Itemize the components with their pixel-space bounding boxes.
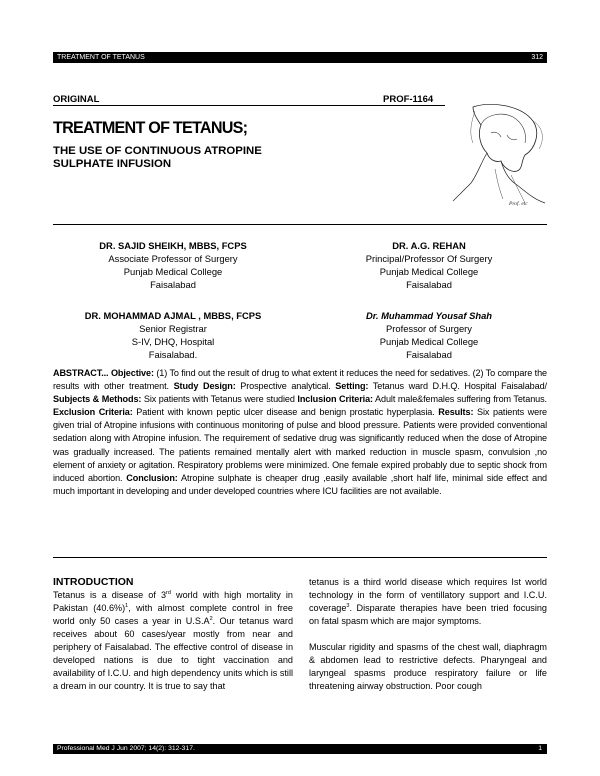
author-institution: S-IV, DHQ, Hospital xyxy=(131,336,215,347)
article-title: TREATMENT OF TETANUS; xyxy=(53,118,248,137)
subtitle-line-1: THE USE OF CONTINUOUS ATROPINE xyxy=(53,145,262,157)
inclusion-text: Adult male&females suffering from Tetanus. xyxy=(372,394,547,405)
author-block-1 xyxy=(58,239,288,291)
title-rule xyxy=(53,224,547,225)
article-type: ORIGINAL xyxy=(53,94,100,105)
article-id: PROF-1164 xyxy=(383,94,434,105)
results-text: Six patients were given trial of Atropine infusions with continuous monitoring of pulse and blood pressure. Patients were provided conventional sedation along with Atropine infusion. The requirement of sedative drug was significantly reduced when the dose of Atropine was gradually increased. The patients remained mentally alert with marked reduction in muscle spasm, convulsion ,no element of anxiety or agitation. Respiratory problems were minimized. One female expired probably due to septic shock from induced abortion. xyxy=(53,407,547,483)
setting-heading: Setting: xyxy=(335,381,369,392)
design-heading: Study Design: xyxy=(173,381,236,392)
author-position: Senior Registrar xyxy=(139,323,207,334)
paragraph: tetanus is a third world disease which requires Ist world technology in the form of ventillatory support and I.C.U. coverage$^3$. Disparate therapies have been tried focusing on fatal spasm which are major symptoms. xyxy=(309,577,547,626)
sketch-signature: Prof. etc xyxy=(509,201,528,207)
author-name: DR. A.G. REHAN xyxy=(392,240,466,251)
footer-page-number: 1 xyxy=(538,745,542,752)
exclusion-text: Patient with known peptic ulcer disease and benign prostatic hyperplasia. xyxy=(132,407,439,418)
objective-heading: Objective: xyxy=(110,368,154,378)
article-subtitle xyxy=(53,145,353,171)
author-city: Faisalabad xyxy=(406,279,452,290)
author-block-4 xyxy=(314,309,544,361)
author-institution: Punjab Medical College xyxy=(379,336,479,347)
author-block-2 xyxy=(314,239,544,291)
conclusion-text: Atropine sulphate is cheaper drug ,easily available ,short half life, minimal side effect and much important in developing and under developed countries where ICU facilities are not available. xyxy=(53,472,548,496)
paragraph: Tetanus is a disease of 3rd world with high mortality in Pakistan $(40.6\%)^1$, with almost complete control in free world only 50 cases a year in $U.S.A^2$. Our tetanus ward receives about 60 cases/year mostly from near and periphery of Faisalabad. The effective control of disease in developed nations is due to tight vaccination and availability of I.C.U. and high dependency units which is still a dream in our country. It is true to say that xyxy=(53,589,294,691)
objective-text: (1) To find out the result of drug to what extent it reduces the need for sedatives. (2) To compare the results with other treatment. xyxy=(53,368,547,392)
page-footer xyxy=(53,744,547,754)
running-header xyxy=(53,52,547,63)
author-city: Faisalabad xyxy=(406,349,452,360)
author-name: DR. MOHAMMAD AJMAL , MBBS, FCPS xyxy=(84,310,262,321)
subjects-text: Six patients with Tetanus were studied xyxy=(141,394,298,405)
abstract xyxy=(53,367,547,498)
inclusion-heading: Inclusion Criteria: xyxy=(297,394,373,405)
author-position: Associate Professor of Surgery xyxy=(108,253,238,264)
setting-text: Tetanus ward D.H.Q. Hospital Faisalabad/ xyxy=(368,381,547,392)
exclusion-heading: Exclusion Criteria: xyxy=(53,407,133,418)
author-block-3 xyxy=(58,309,288,361)
abstract-lead: ABSTRACT... xyxy=(53,368,109,378)
subjects-heading: Subjects & Methods: xyxy=(53,394,142,405)
subtitle-line-2: SULPHATE INFUSION xyxy=(53,158,172,170)
running-header-title: TREATMENT OF TETANUS xyxy=(57,54,145,61)
conclusion-heading: Conclusion: xyxy=(126,472,178,483)
author-position: Professor of Surgery xyxy=(386,323,472,334)
header-rule xyxy=(53,105,445,106)
author-institution: Punjab Medical College xyxy=(123,266,223,277)
abstract-rule xyxy=(53,557,547,558)
author-name: DR. SAJID SHEIKH, MBBS, FCPS xyxy=(99,240,247,251)
intro-column-right xyxy=(309,576,547,693)
author-city: Faisalabad xyxy=(150,279,196,290)
running-header-page: 312 xyxy=(531,54,543,61)
author-name: Dr. Muhammad Yousaf Shah xyxy=(365,310,493,321)
footer-citation: Professional Med J Jun 2007; 14(2): 312-317. xyxy=(57,745,195,752)
author-institution: Punjab Medical College xyxy=(379,266,479,277)
paragraph: Muscular rigidity and spasms of the chest wall, diaphragm & abdomen lead to restrictive defects. Pharyngeal and laryngeal spasms produce respiratory failure or life threatening airway obstruction. Poor cough xyxy=(309,642,547,691)
design-text: Prospective analytical. xyxy=(235,381,336,392)
author-position: Principal/Professor Of Surgery xyxy=(365,253,493,264)
section-heading: INTRODUCTION xyxy=(53,576,134,588)
results-heading: Results: xyxy=(438,407,474,418)
portrait-sketch xyxy=(451,103,547,210)
intro-column-left xyxy=(53,576,293,693)
author-city: Faisalabad. xyxy=(148,349,198,360)
